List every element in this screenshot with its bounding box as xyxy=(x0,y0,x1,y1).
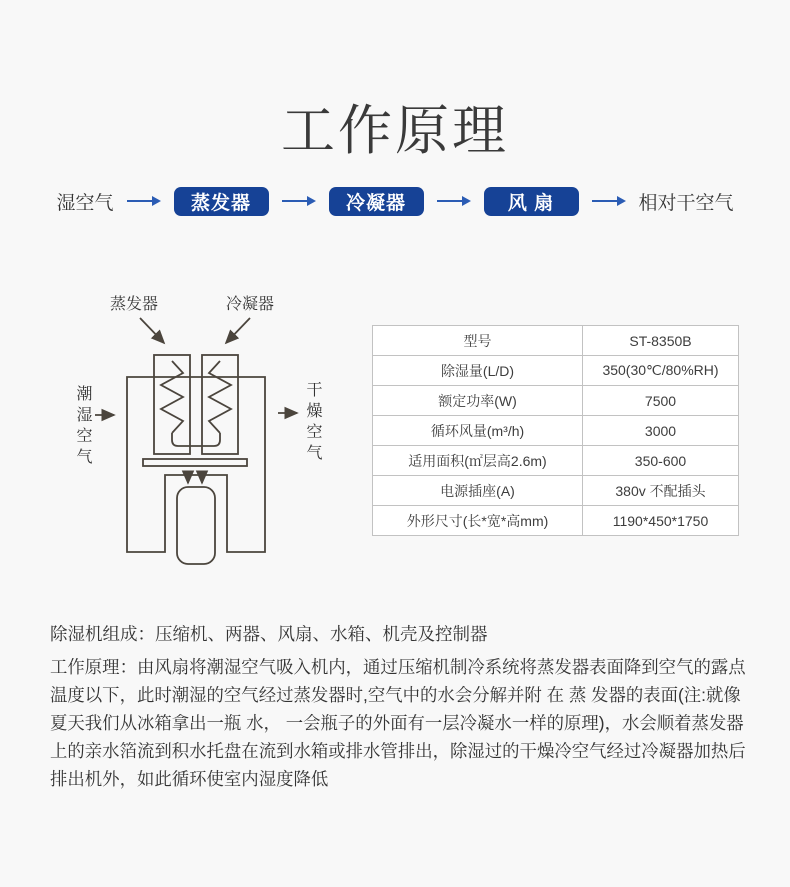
flow-arrow-icon xyxy=(591,195,627,207)
evaporator-label: 蒸发器 xyxy=(110,296,159,313)
spec-row xyxy=(373,356,739,386)
spec-value: 380v 不配插头 xyxy=(583,476,739,506)
evaporator-pointer-arrow xyxy=(140,318,164,343)
condenser-pointer-arrow xyxy=(226,318,250,343)
compressor-tank xyxy=(177,487,215,564)
page-title: 工作原理 xyxy=(281,101,509,161)
composition-text: 除湿机组成：压缩机、两器、风扇、水箱、机壳及控制器 xyxy=(50,624,488,644)
flow-input-label: 湿空气 xyxy=(56,192,114,214)
dry-air-label: 干燥空气 xyxy=(304,381,321,465)
flow-step-evaporator: 蒸发器 xyxy=(174,187,269,216)
spec-value: ST-8350B xyxy=(583,326,739,356)
flow-arrow-icon xyxy=(281,195,317,207)
spec-row xyxy=(373,326,739,356)
flow-arrow-icon xyxy=(436,195,472,207)
spec-row xyxy=(373,386,739,416)
flow-step-fan: 风 扇 xyxy=(484,187,579,216)
spec-value: 7500 xyxy=(583,386,739,416)
principle-text: 工作原理：由风扇将潮湿空气吸入机内，通过压缩机制冷系统将蒸发器表面降到空气的露点温度以下，此时潮湿的空气经过蒸发器时,空气中的水会分解并附 在 蒸 发器的表面(注:就像夏天我们从冰箱拿出一瓶 水， 一会瓶子的外面有一层冷凝水一样的原理)，水会顺着蒸发器上的亲水箔流到积水托盘在流到水箱或排水管排出，除湿过的干燥冷空气经过冷凝器加热后排出机外，如此循环使室内湿度降低 xyxy=(50,657,746,789)
working-principle-diagram xyxy=(50,285,350,600)
spec-table xyxy=(372,325,739,536)
flow-step-condenser: 冷凝器 xyxy=(329,187,424,216)
condenser-label: 冷凝器 xyxy=(226,296,275,313)
coil-connector-pipe xyxy=(172,433,220,446)
humid-air-label: 潮湿空气 xyxy=(74,385,91,469)
spec-label: 电源插座(A) xyxy=(373,476,583,506)
spec-label: 型号 xyxy=(373,326,583,356)
spec-row xyxy=(373,416,739,446)
cabinet-outline xyxy=(127,377,265,552)
spec-value: 1190*450*1750 xyxy=(583,506,739,536)
spec-row xyxy=(373,446,739,476)
spec-row xyxy=(373,476,739,506)
spec-label: 循环风量(m³/h) xyxy=(373,416,583,446)
spec-label: 适用面积(㎡层高2.6m) xyxy=(373,446,583,476)
spec-value: 3000 xyxy=(583,416,739,446)
spec-label: 外形尺寸(长*宽*高mm) xyxy=(373,506,583,536)
drip-tray xyxy=(143,459,247,466)
spec-label: 除湿量(L/D) xyxy=(373,356,583,386)
spec-row xyxy=(373,506,739,536)
spec-value: 350-600 xyxy=(583,446,739,476)
spec-value: 350(30℃/80%RH) xyxy=(583,356,739,386)
spec-label: 额定功率(W) xyxy=(373,386,583,416)
flow-arrow-icon xyxy=(126,195,162,207)
evaporator-coil xyxy=(161,361,183,433)
condenser-coil xyxy=(209,361,231,433)
flow-output-label: 相对干空气 xyxy=(638,192,734,214)
process-flow xyxy=(0,186,790,216)
